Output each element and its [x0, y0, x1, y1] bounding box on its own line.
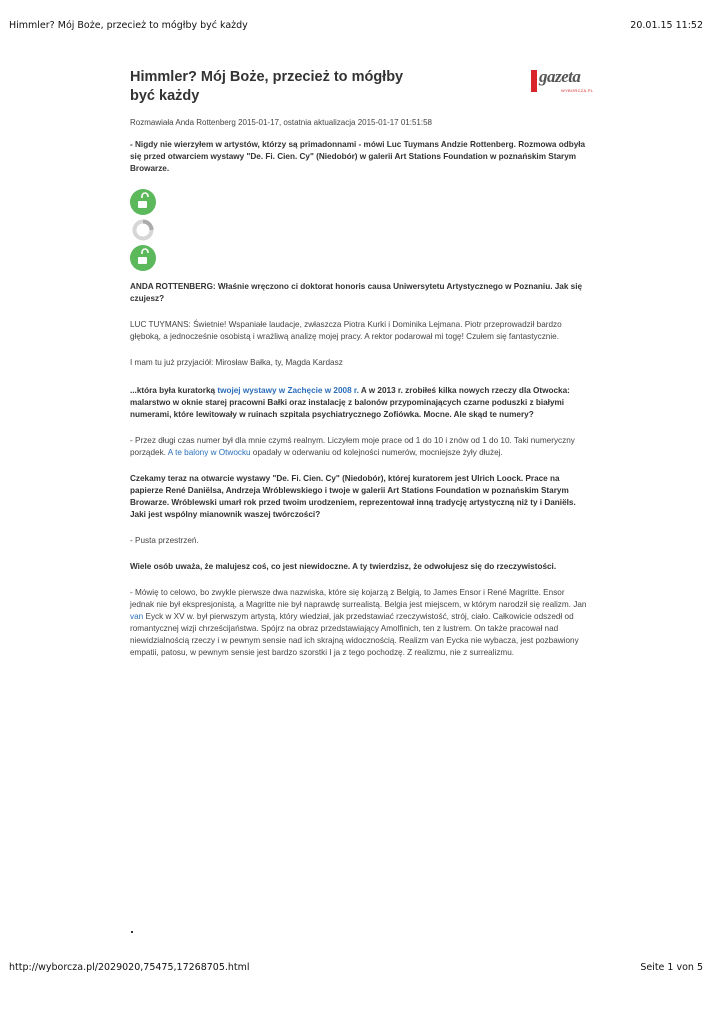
article	[130, 67, 594, 659]
loading-icon	[130, 217, 156, 243]
answer-4-text-a: - Mówię to celowo, bo zwykle pierwsze dwa nazwiska, które się kojarzą z Belgią, to James Ensor i René Magritte. Ensor jednak nie był ekspresjonistą, a Magritte nie był naprawdę surrealistą. Belgia jest miejscem, w którym narodził się realizm. Jan	[130, 588, 587, 609]
logo-word: gazeta	[539, 67, 581, 86]
print-footer-page: Seite 1 von 5	[640, 962, 703, 973]
answer-1: LUC TUYMANS: Świetnie! Wspaniałe laudacje, zwłaszcza Piotra Kurki i Dominika Lejmana. Piotr przeprowadził bardzo głęboką, a jednocześnie osobistą i wrażliwą analizę mojej pracy. A rektor podarował mi togę! Czułem się fantastycznie.	[130, 320, 562, 341]
logo-bar	[531, 70, 537, 92]
unlock-icon[interactable]	[130, 189, 156, 215]
question-1: ANDA ROTTENBERG: Właśnie wręczono ci doktorat honoris causa Uniwersytetu Artystycznego w Poznaniu. Jak się czujesz?	[130, 282, 583, 303]
answer-3: - Pusta przestrzeń.	[130, 536, 199, 545]
answer-1b: I mam tu już przyjaciół: Mirosław Bałka, ty, Magda Kardasz	[130, 358, 343, 367]
answer-4	[130, 587, 588, 659]
print-header-date: 20.01.15 11:52	[630, 20, 703, 31]
article-meta: Rozmawiała Anda Rottenberg 2015-01-17, ostatnia aktualizacja 2015-01-17 01:51:58	[130, 118, 432, 127]
article-title: Himmler? Mój Boże, przecież to mógłby być każdy	[130, 69, 404, 104]
answer-2-text-b: opadały w oderwaniu od kolejności numerów, mocniejsze żyły dłużej.	[250, 448, 503, 457]
unlock-icon[interactable]	[130, 245, 156, 271]
answer-2	[130, 435, 588, 459]
balloons-link[interactable]: A te balony w Otwocku	[167, 448, 251, 457]
print-footer-url: http://wyborcza.pl/2029020,75475,17268705.html	[9, 962, 250, 973]
question-4: Wiele osób uważa, że malujesz coś, co jest niewidoczne. A ty twierdzisz, że odwołujesz się do rzeczywistości.	[130, 562, 557, 571]
gazeta-logo[interactable]	[528, 67, 594, 94]
question-2-text-b: A w 2013 r. zrobiłeś kilka nowych rzeczy dla Otwocka: malarstwo w oknie starej pracowni Bałki oraz instalację z balonów przypominających czarne poduszki z białymi numerami, które lewitowały w ruinach szpitala psychiatrycznego Zofiówka. Mocne. Ale skąd te numery?	[130, 386, 570, 419]
bullet-dot	[131, 931, 133, 933]
exhibition-link[interactable]: twojej wystawy w Zachęcie w 2008 r.	[217, 386, 359, 395]
question-3: Czekamy teraz na otwarcie wystawy "De. Fi. Cien. Cy" (Niedobór), której kuratorem jest Ulrich Loock. Prace na papierze René Daniëlsa, Andrzeja Wróblewskiego i twoje w galerii Art Stations Foundation w poznańskim Starym Browarze. Wróblewski umarł rok przed twoim urodzeniem, reprezentował inną tradycję artystyczną niż ty i Daniëls. Jaki jest wspólny mianownik waszej twórczości?	[130, 474, 576, 519]
van-link[interactable]: van	[130, 612, 144, 621]
title-row	[130, 67, 594, 106]
print-header-title: Himmler? Mój Boże, przecież to mógłby być każdy	[9, 20, 248, 31]
answer-4-text-b: Eyck w XV w. był pierwszym artystą, który wiedział, jak przedstawiać rzeczywistość, strój, ciało. Całkowicie odszedł od romantycznej wizji chrześcijaństwa. Spójrz na obraz przedstawiający Amolfinich, ten z lustrem. On także pracował nad niewidzialnością rzeczy i w pewnym sensie nad ich skrajną widocznością. Realizm van Eycka nie wybacza, jest pozbawiony empatii, patosu, w pewnym sensie jest bardzo szorstki I ja z tego pochodzę. Z realizmu, nie z surrealizmu.	[130, 612, 579, 657]
answer-2-text-a: - Przez długi czas numer był dla mnie czymś realnym. Liczyłem moje prace od 1 do 10 i znów od 1 do 10. Taki numeryczny porządek.	[130, 436, 575, 457]
article-lead: - Nigdy nie wierzyłem w artystów, którzy są primadonnami - mówi Luc Tuymans Andzie Rottenberg. Rozmowa odbyła się przed otwarciem wystawy "De. Fi. Cien. Cy" (Niedobór) w galerii Art Stations Foundation w poznańskim Starym Browarze.	[130, 140, 586, 173]
print-header	[9, 20, 703, 31]
question-2	[130, 385, 588, 421]
question-2-text-a: ...która była kuratorką	[130, 386, 218, 395]
logo-sub: WYBORCZA.PL	[561, 88, 594, 93]
icon-column	[130, 189, 588, 271]
print-footer	[9, 962, 703, 973]
